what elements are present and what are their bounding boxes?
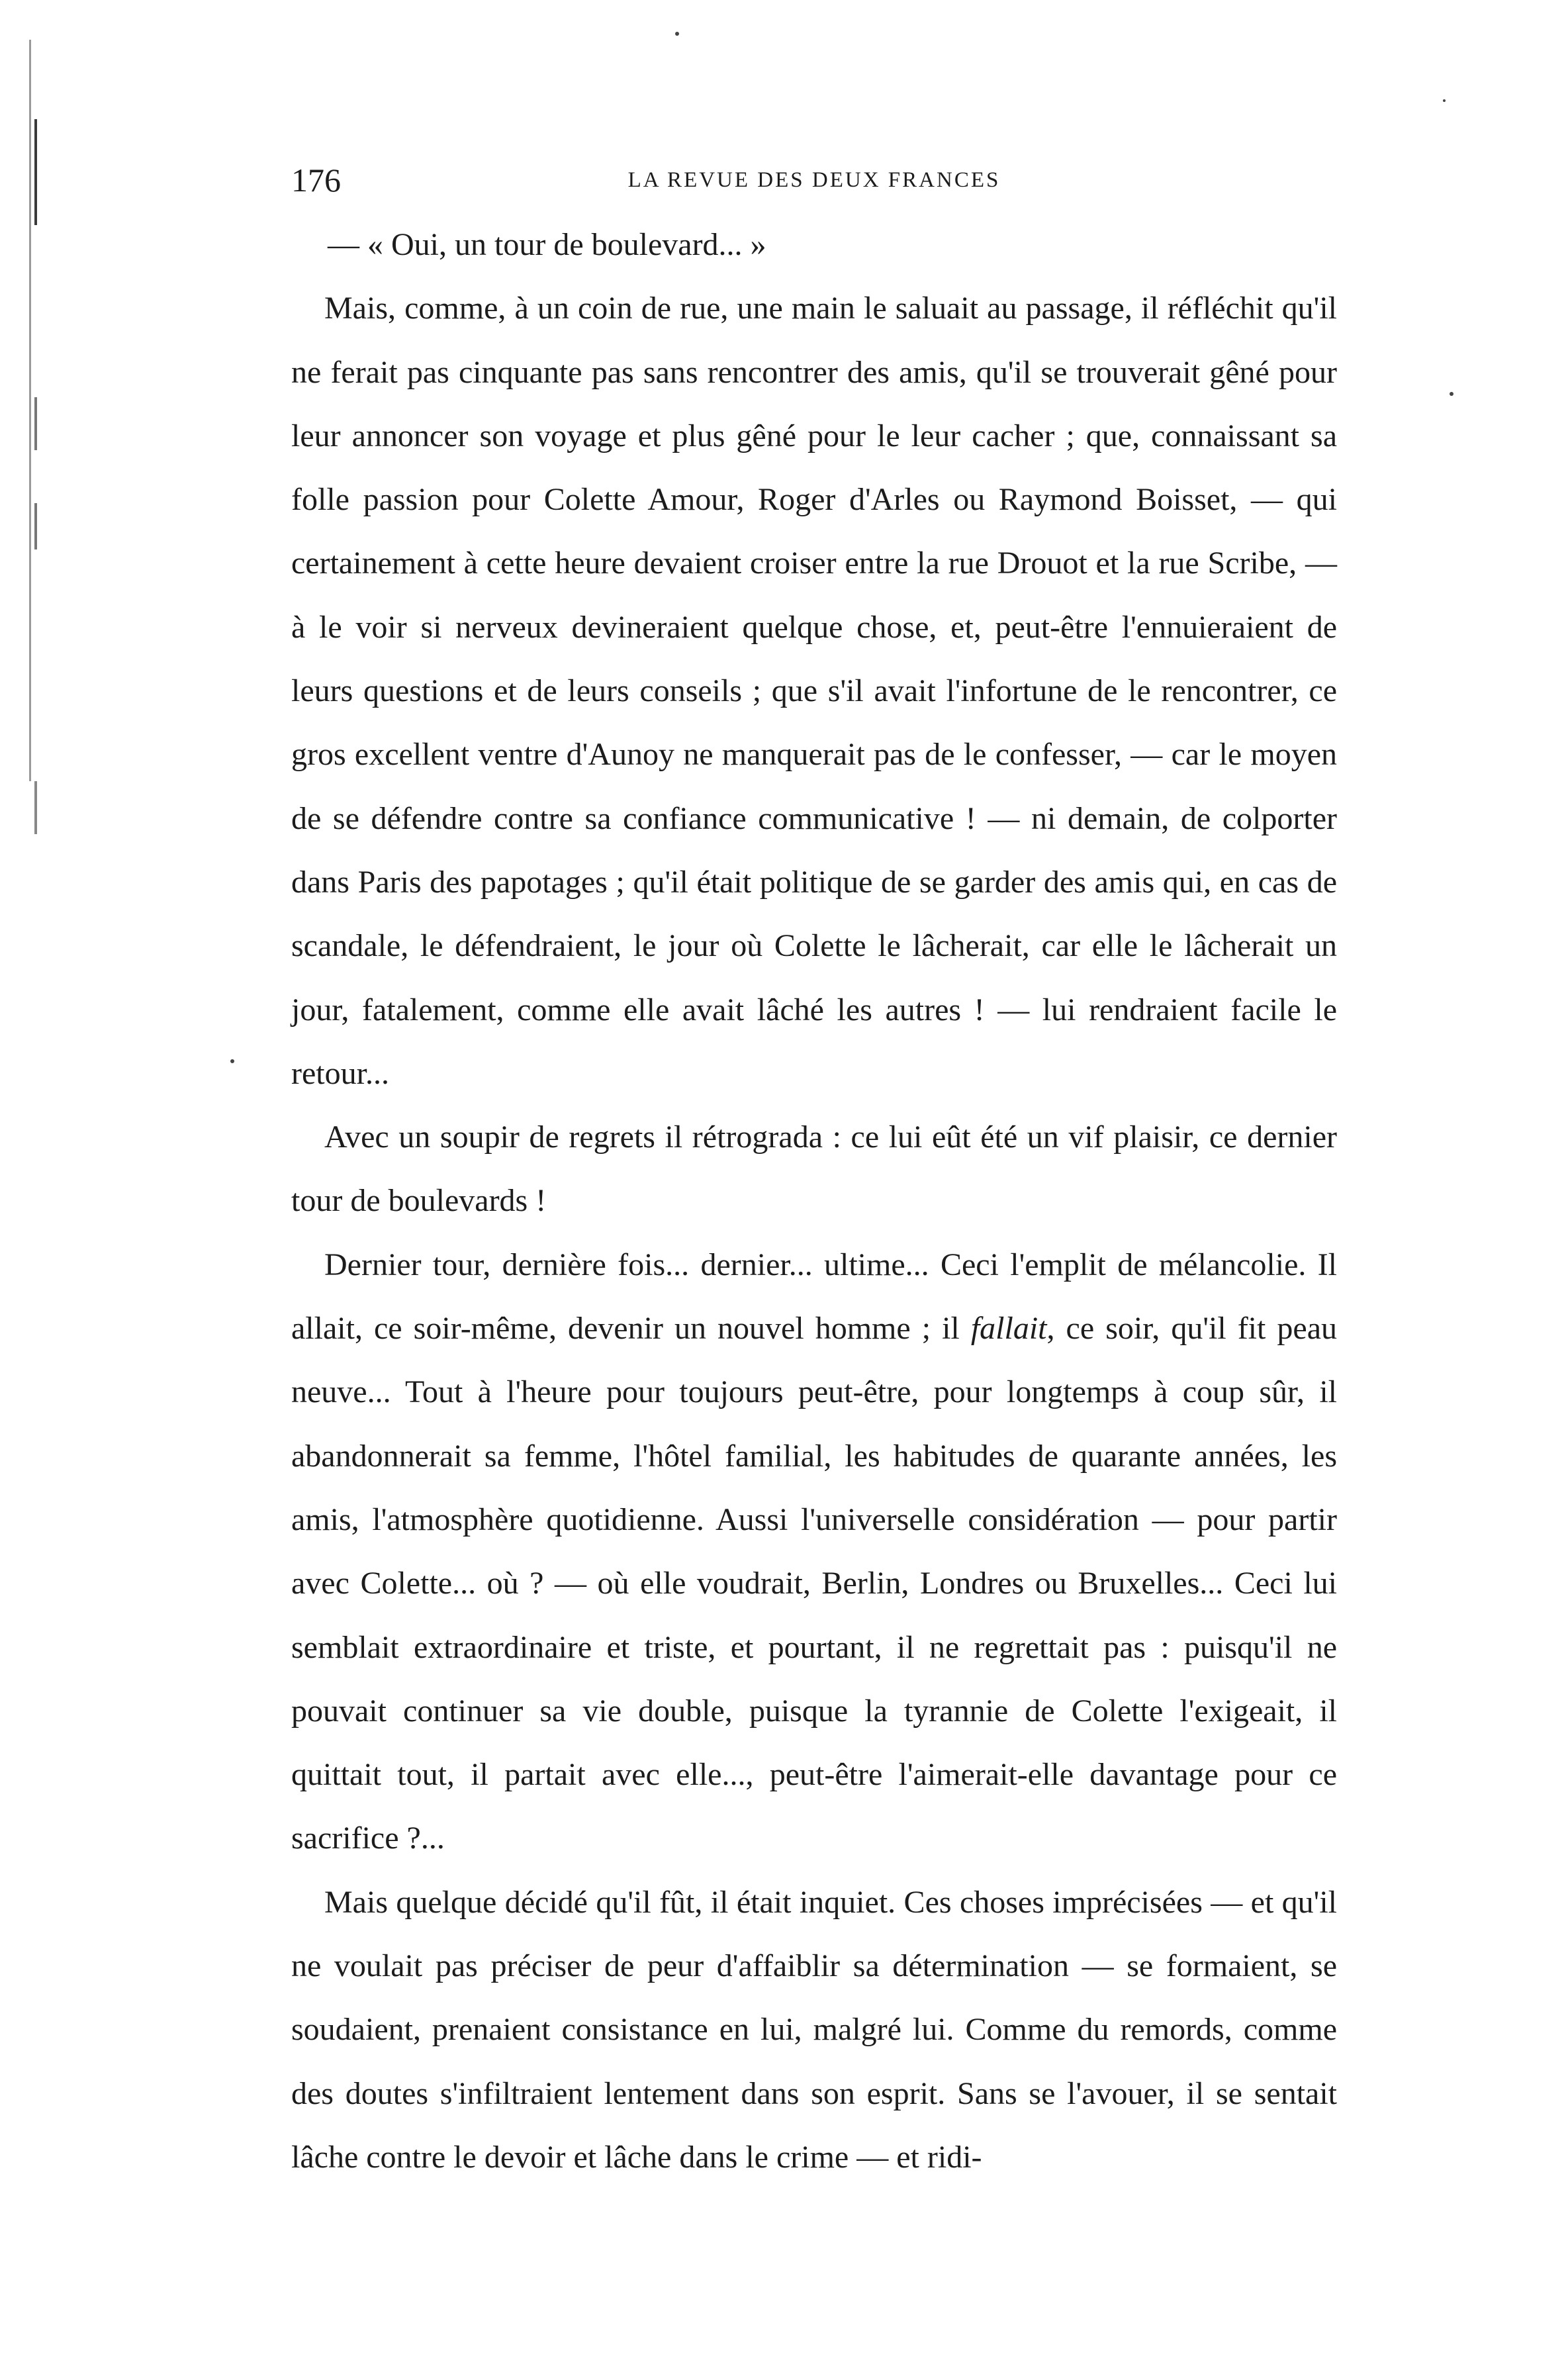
- scan-margin-line: [34, 397, 37, 450]
- paragraph-text: Dernier tour, dernière fois... dernier... ultime... Ceci l'emplit de mélancolie. Il allait, ce soir-même, devenir un nouvel homme ; il: [291, 1247, 1337, 1347]
- running-title: LA REVUE DES DEUX FRANCES: [627, 168, 1001, 192]
- scan-margin-line: [34, 119, 37, 225]
- scan-speck: [1443, 99, 1446, 102]
- paragraph: Mais, comme, à un coin de rue, une main le saluait au passage, il réfléchit qu'il ne ferait pas cinquante pas sans rencontrer des amis, qu'il se trouverait gêné pour leur annoncer son voyage et plus gêné pour le leur cacher ; que, connaissant sa folle passion pour Colette Amour, Roger d'Arles ou Raymond Boisset, — qui certainement à cette heure devaient croiser entre la rue Drouot et la rue Scribe, — à le voir si nerveux devineraient quelque chose, et, peut-être l'ennuieraient de leurs questions et de leurs conseils ; que s'il avait l'infortune de le rencontrer, ce gros excellent ventre d'Aunoy ne manquerait pas de le confesser, — car le moyen de se défendre contre sa confiance communicative ! — ni demain, de colporter dans Paris des papotages ; qu'il était politique de se garder des amis qui, en cas de scandale, le défendraient, le jour où Colette le lâcherait, car elle le lâcherait un jour, fatalement, comme elle avait lâché les autres ! — lui rendraient facile le retour...: [291, 291, 1337, 1091]
- scan-speck: [1450, 392, 1453, 396]
- scan-margin-line: [34, 781, 37, 834]
- scan-margin-line: [29, 40, 31, 781]
- italic-emphasis: fallait: [970, 1311, 1047, 1347]
- paragraph: [291, 1233, 1337, 1871]
- scan-margin-line: [34, 503, 37, 549]
- paragraph-text: , ce soir, qu'il fit peau neuve... Tout à l'heure pour toujours peut-être, pour longtemps à coup sûr, il abandonnerait sa femme, l'hôtel familial, les habitudes de quarante années, les amis, l'atmosphère quotidienne. Aussi l'universelle considération — pour partir avec Colette... où ? — où elle voudrait, Berlin, Londres ou Bruxelles... Ceci lui semblait extraordinaire et triste, et pourtant, il ne regrettait pas : puisqu'il ne pouvait continuer sa vie double, puisque la tyrannie de Colette l'exigeait, il quittait tout, il partait avec elle..., peut-être l'aimerait-elle davantage pour ce sacrifice ?...: [291, 1311, 1338, 1856]
- scan-speck: [675, 32, 679, 36]
- page-number: 176: [291, 162, 341, 199]
- scan-speck: [230, 1059, 234, 1063]
- page-header: [291, 154, 1337, 207]
- paragraph: Avec un soupir de regrets il rétrograda : ce lui eût été un vif plaisir, ce dernier tour de boulevards !: [291, 1119, 1337, 1219]
- paragraph: Mais quelque décidé qu'il fût, il était inquiet. Ces choses imprécisées — et qu'il ne voulait pas préciser de peur d'affaiblir sa détermination — se formaient, se soudaient, prenaient consistance en lui, malgré lui. Comme du remords, comme des doutes s'infiltraient lentement dans son esprit. Sans se l'avouer, il se sentait lâche contre le devoir et lâche dans le crime — et ridi-: [291, 1884, 1337, 2175]
- body-text: [291, 213, 1337, 2189]
- paragraph-dialogue: — « Oui, un tour de boulevard... »: [328, 227, 766, 262]
